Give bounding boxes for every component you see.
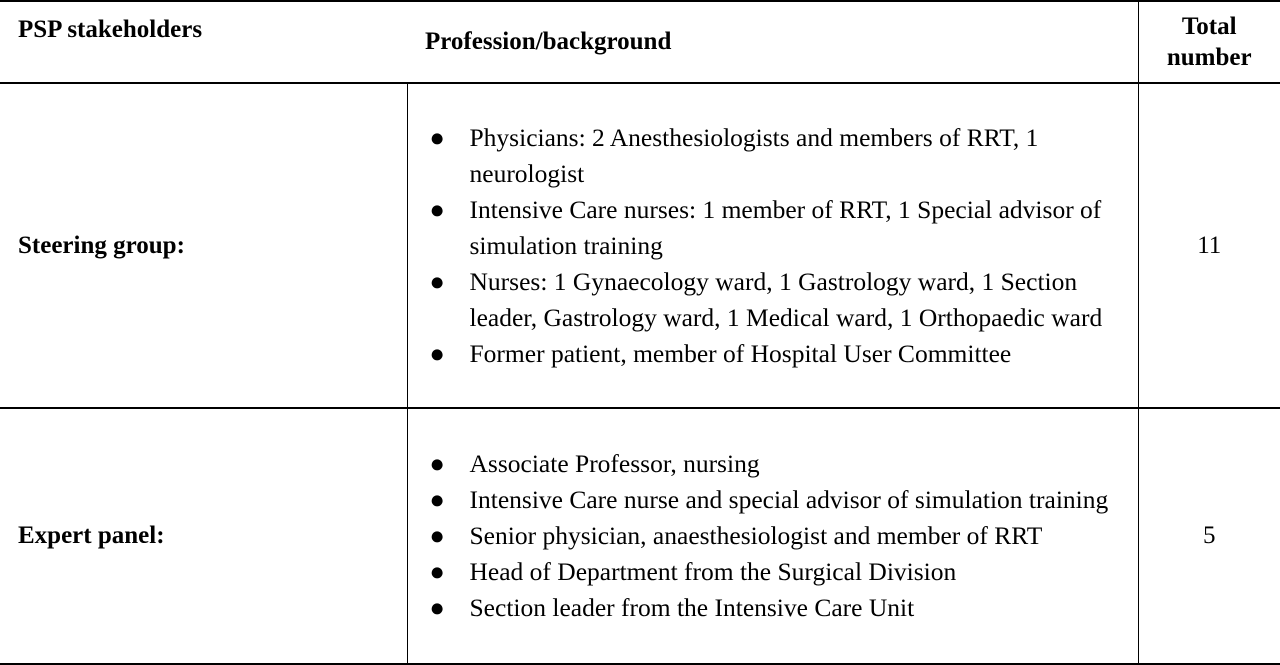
list-item bbox=[408, 518, 1138, 554]
bullet-icon: ● bbox=[429, 194, 445, 224]
list-item-text: Intensive Care nurses: 1 member of RRT, 1 Special advisor of simulation training bbox=[469, 194, 1102, 260]
profession-list bbox=[408, 120, 1138, 372]
stakeholder-cell: Steering group: bbox=[0, 83, 407, 408]
bullet-icon: ● bbox=[429, 593, 445, 622]
list-item-text: Nurses: 1 Gynaecology ward, 1 Gastrology ward, 1 Section leader, Gastrology ward, 1 Medical ward, 1 Orthopaedic ward bbox=[469, 266, 1103, 332]
list-item-text: Physicians: 2 Anesthesiologists and members of RRT, 1 neurologist bbox=[469, 122, 1039, 188]
list-item-text: Associate Professor, nursing bbox=[469, 449, 760, 478]
list-item-text: Senior physician, anaesthesiologist and member of RRT bbox=[469, 521, 1043, 550]
profession-list bbox=[408, 446, 1138, 626]
list-item bbox=[408, 554, 1138, 590]
header-total-number: Total number bbox=[1138, 1, 1280, 83]
list-item bbox=[408, 120, 1138, 192]
header-stakeholders: PSP stakeholders bbox=[0, 1, 407, 83]
profession-cell bbox=[407, 408, 1138, 664]
bullet-icon: ● bbox=[429, 338, 445, 368]
table-row bbox=[0, 83, 1280, 408]
bullet-icon: ● bbox=[429, 266, 445, 296]
table-row bbox=[0, 408, 1280, 664]
list-item-text: Intensive Care nurse and special advisor of simulation training bbox=[469, 485, 1109, 514]
profession-cell bbox=[407, 83, 1138, 408]
bullet-icon: ● bbox=[429, 557, 445, 586]
total-cell: 5 bbox=[1138, 408, 1280, 664]
bullet-icon: ● bbox=[429, 521, 445, 550]
list-item bbox=[408, 446, 1138, 482]
list-item bbox=[408, 264, 1138, 336]
list-item bbox=[408, 192, 1138, 264]
stakeholder-cell: Expert panel: bbox=[0, 408, 407, 664]
list-item-text: Section leader from the Intensive Care Unit bbox=[469, 593, 915, 622]
header-row bbox=[0, 1, 1280, 83]
header-profession: Profession/background bbox=[407, 1, 1138, 83]
list-item-text: Former patient, member of Hospital User Committee bbox=[469, 338, 1012, 368]
list-item bbox=[408, 336, 1138, 372]
bullet-icon: ● bbox=[429, 449, 445, 478]
list-item bbox=[408, 482, 1138, 518]
bullet-icon: ● bbox=[429, 122, 445, 152]
list-item-text: Head of Department from the Surgical Division bbox=[469, 557, 957, 586]
total-cell: 11 bbox=[1138, 83, 1280, 408]
bullet-icon: ● bbox=[429, 485, 445, 514]
